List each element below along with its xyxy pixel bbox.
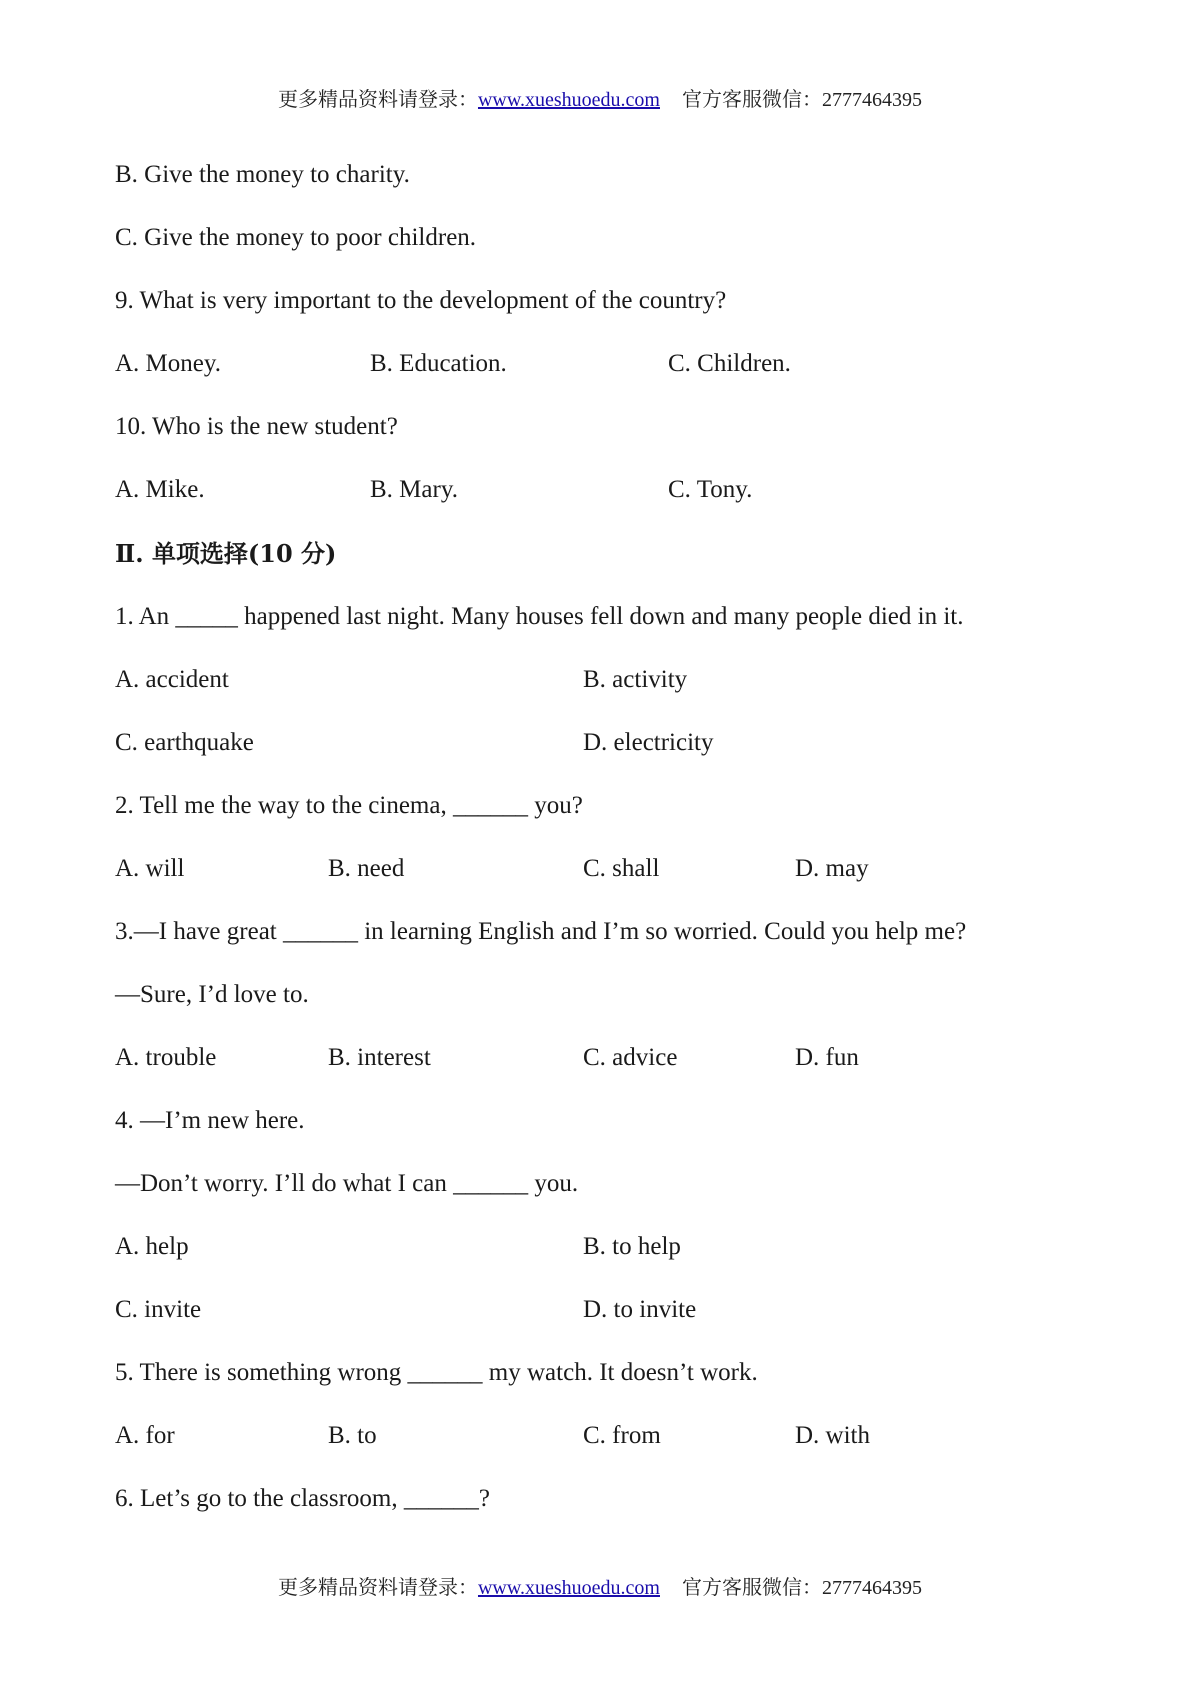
- s2-option-a: A. will: [115, 855, 185, 882]
- q10-option-c: C. Tony.: [668, 476, 753, 503]
- s3-option-c: C. advice: [583, 1044, 678, 1071]
- single-choice-4: 4. —I’m new here.: [115, 1107, 305, 1134]
- section-2-heading: Ⅱ. 单项选择(10 分): [115, 539, 337, 568]
- q9-option-c: C. Children.: [668, 350, 791, 377]
- s1-option-c: C. earthquake: [115, 729, 254, 756]
- q10-option-b: B. Mary.: [370, 476, 458, 503]
- s4-option-a: A. help: [115, 1233, 189, 1260]
- s2-option-b: B. need: [328, 855, 405, 882]
- s3-reply: —Sure, I’d love to.: [115, 981, 309, 1008]
- q9-option-b: B. Education.: [370, 350, 507, 377]
- s3-option-b: B. interest: [328, 1044, 431, 1071]
- s4-option-d: D. to invite: [583, 1296, 697, 1323]
- single-choice-3: 3.—I have great ______ in learning English and I’m so worried. Could you help me?: [115, 918, 967, 945]
- q8-option-b: B. Give the money to charity.: [115, 161, 410, 188]
- header-prefix: 更多精品资料请登录：: [277, 89, 478, 111]
- single-choice-1: 1. An _____ happened last night. Many houses fell down and many people died in it.: [115, 603, 964, 630]
- s1-option-a: A. accident: [115, 666, 229, 693]
- s2-option-d: D. may: [795, 855, 869, 882]
- question-9: 9. What is very important to the development of the country?: [115, 287, 727, 314]
- footer-link[interactable]: www.xueshuoedu.com: [477, 1577, 660, 1599]
- page-footer: [0, 1574, 1200, 1602]
- s5-option-b: B. to: [328, 1422, 377, 1449]
- page-header: [0, 86, 1200, 114]
- s5-option-a: A. for: [115, 1422, 175, 1449]
- s4-reply: —Don’t worry. I’ll do what I can ______ you.: [115, 1170, 579, 1197]
- s5-option-d: D. with: [795, 1422, 870, 1449]
- single-choice-6: 6. Let’s go to the classroom, ______?: [115, 1485, 490, 1512]
- s5-option-c: C. from: [583, 1422, 661, 1449]
- s4-option-b: B. to help: [583, 1233, 681, 1260]
- s4-option-c: C. invite: [115, 1296, 202, 1323]
- single-choice-2: 2. Tell me the way to the cinema, ______ you?: [115, 792, 583, 819]
- q8-option-c: C. Give the money to poor children.: [115, 224, 477, 251]
- header-link[interactable]: www.xueshuoedu.com: [477, 89, 660, 111]
- s1-option-b: B. activity: [583, 666, 688, 693]
- s1-option-d: D. electricity: [583, 729, 714, 756]
- s2-option-c: C. shall: [583, 855, 660, 882]
- q10-option-a: A. Mike.: [115, 476, 205, 503]
- question-10: 10. Who is the new student?: [115, 413, 398, 440]
- footer-service: 官方客服微信：2777464395: [682, 1577, 922, 1599]
- s3-option-d: D. fun: [795, 1044, 859, 1071]
- header-service: 官方客服微信：2777464395: [682, 89, 922, 111]
- s3-option-a: A. trouble: [115, 1044, 217, 1071]
- footer-prefix: 更多精品资料请登录：: [277, 1577, 478, 1599]
- single-choice-5: 5. There is something wrong ______ my watch. It doesn’t work.: [115, 1359, 758, 1386]
- q9-option-a: A. Money.: [115, 350, 222, 377]
